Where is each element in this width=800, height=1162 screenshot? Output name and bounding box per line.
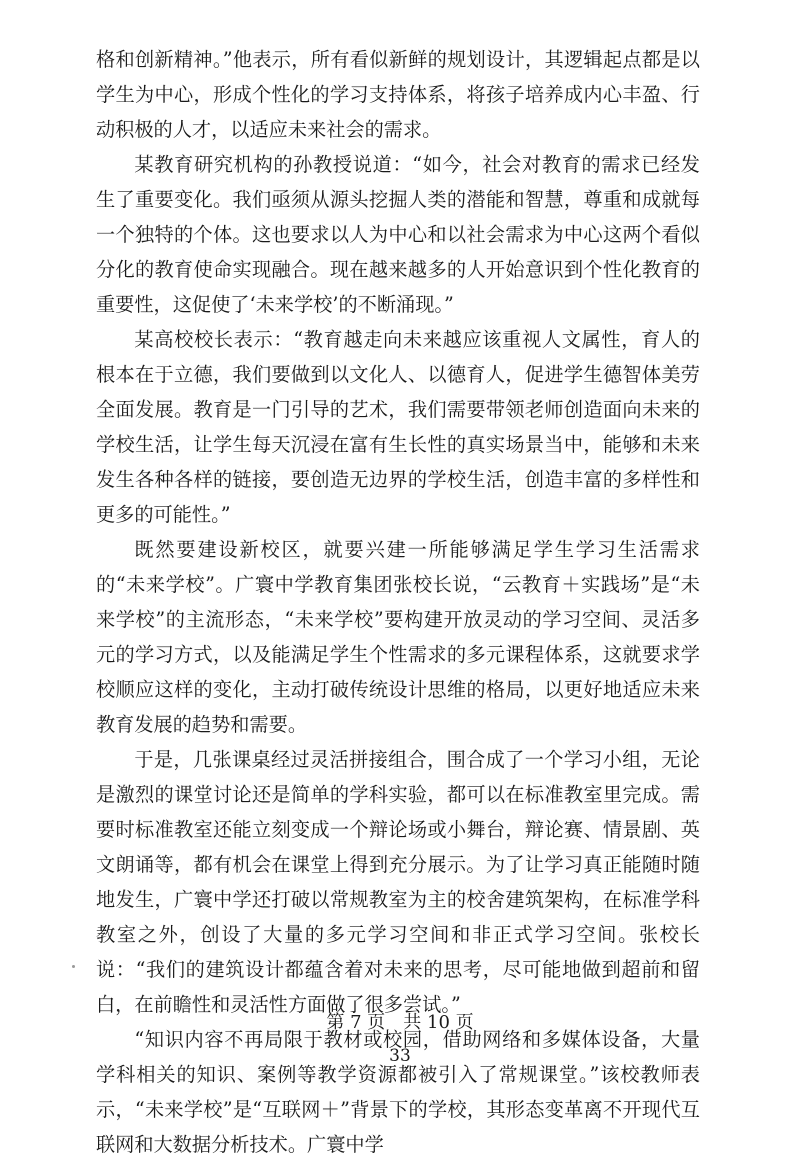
paragraph-continued: 格和创新精神。”他表示，所有看似新鲜的规划设计，其逻辑起点都是以学生为中心，形成个性化的学习支持体系，将孩子培养成内心丰盈、行动积极的人才，以适应未来社会的需求。 — [96, 48, 700, 141]
paragraph: 某教育研究机构的孙教授说道：“如今，社会对教育的需求已经发生了重要变化。我们亟须从源头挖掘人类的潜能和智慧，尊重和成就每一个独特的个体。这也要求以人为中心和以社会需求为中心这两个看似分化的教育使命实现融合。现在越来越多的人开始意识到个性化教育的重要性，这促使了‘未来学校’的不断涌现。” — [96, 153, 700, 316]
scan-speck — [72, 965, 75, 968]
page-count-footer: 第 7 页 共 10 页 — [326, 1012, 474, 1033]
article-body — [96, 42, 700, 1162]
paragraph: 既然要建设新校区，就要兴建一所能够满足学生学习生活需求的“未来学校”。广寰中学教育集团张校长说，“云教育＋实践场”是“未来学校”的主流形态，“未来学校”要构建开放灵动的学习空间、灵活多元的学习方式，以及能满足学生个性需求的多元课程体系，这就要求学校顺应这样的变化，主动打破传统设计思维的格局，以更好地适应未来教育发展的趋势和需要。 — [96, 538, 700, 736]
paragraph: 某高校校长表示：“教育越走向未来越应该重视人文属性，育人的根本在于立德，我们要做到以文化人、以德育人，促进学生德智体美劳全面发展。教育是一门引导的艺术，我们需要带领老师创造面向未来的学校生活，让学生每天沉浸在富有生长性的真实场景当中，能够和未来发生各种各样的链接，要创造无边界的学校生活，创造丰富的多样性和更多的可能性。” — [96, 328, 700, 526]
page-number: 33 — [389, 1046, 411, 1066]
paragraph: “知识内容不再局限于教材或校园，借助网络和多媒体设备，大量学科相关的知识、案例等教学资源都被引入了常规课堂。”该校教师表示，“未来学校”是“互联网＋”背景下的学校，其形态变革离不开现代互联网和大数据分析技术。广寰中学 — [96, 1028, 700, 1156]
paragraph: 于是，几张课桌经过灵活拼接组合，围合成了一个学习小组，无论是激烈的课堂讨论还是简单的学科实验，都可以在标准教室里完成。需要时标准教室还能立刻变成一个辩论场或小舞台，辩论赛、情景剧、英文朗诵等，都有机会在课堂上得到充分展示。为了让学习真正能随时随地发生，广寰中学还打破以常规教室为主的校舍建筑架构，在标准学科教室之外，创设了大量的多元学习空间和非正式学习空间。张校长说：“我们的建筑设计都蕴含着对未来的思考，尽可能地做到超前和留白，在前瞻性和灵活性方面做了很多尝试。” — [96, 748, 700, 1016]
